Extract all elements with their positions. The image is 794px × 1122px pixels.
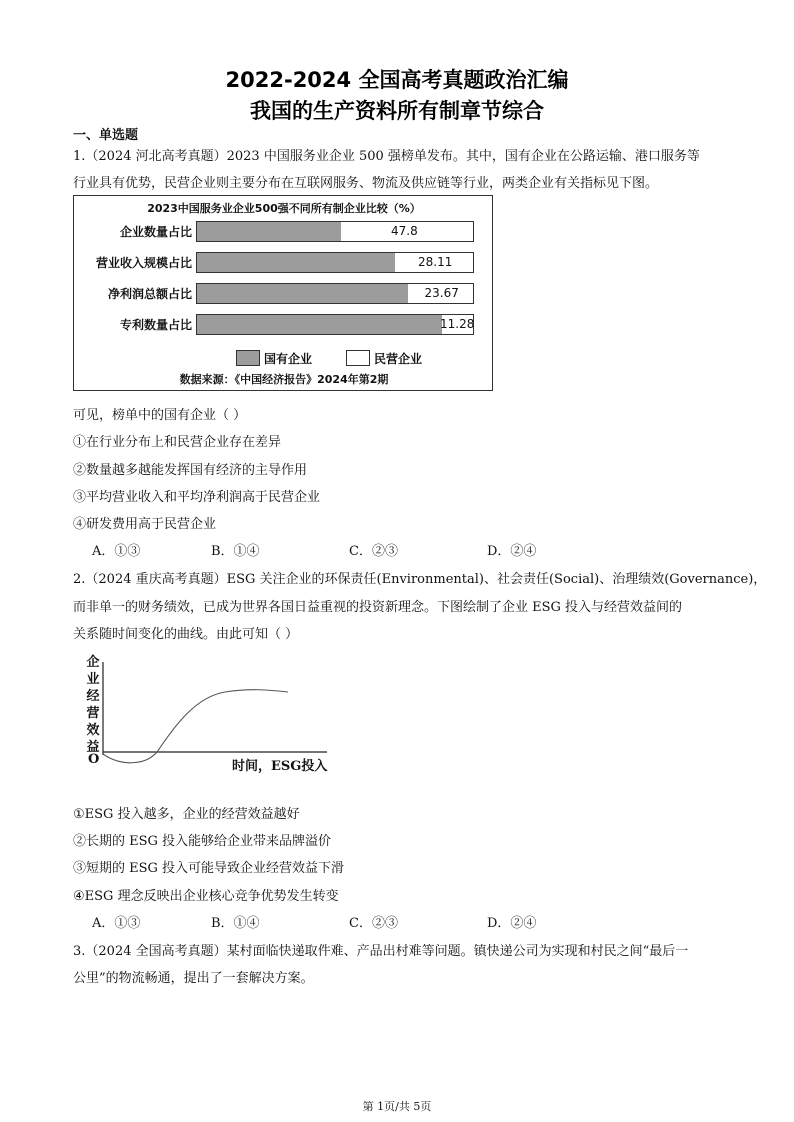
q2-stem-line2: 而非单一的财务绩效，已成为世界各国日益重视的投资新理念。下图绘制了企业 ESG 投入与经营效益间的	[73, 600, 683, 615]
q2-item-3: ③短期的 ESG 投入可能导致企业经营效益下滑	[73, 861, 345, 876]
q3-stem-line1: 3.（2024 全国高考真题）某村面临快递取件难、产品出村难等问题。镇快递公司为实现和村民之间“最后一	[73, 944, 689, 959]
q2-stem-line3: 关系随时间变化的曲线。由此可知（ ）	[73, 627, 299, 642]
q3-stem-line2: 公里”的物流畅通，提出了一套解决方案。	[73, 971, 314, 986]
ylabel-char: 益	[86, 740, 100, 755]
legend-swatch-state	[236, 350, 260, 366]
legend-label-state: 国有企业	[264, 352, 313, 366]
q1-item-1: ①在行业分布上和民营企业存在差异	[73, 435, 282, 450]
q2-option-d[interactable]: D．②④	[487, 916, 537, 931]
ylabel-char: 营	[86, 706, 100, 721]
ylabel-char: 效	[86, 723, 100, 738]
q1-option-b[interactable]: B．①④	[211, 544, 260, 559]
bar-row	[196, 314, 474, 335]
chart-source: 数据来源：《中国经济报告》2024年第2期	[179, 373, 389, 386]
legend-label-private: 民营企业	[374, 352, 423, 366]
q2-stem-line1: 2.（2024 重庆高考真题）ESG 关注企业的环保责任(Environmental)、社会责任(Social)、治理绩效(Governance)，	[73, 572, 767, 587]
q2-figure-xlabel: 时间，ESG投入	[232, 759, 328, 774]
q1-option-a[interactable]: A．①③	[92, 544, 141, 559]
ylabel-char: 经	[86, 689, 100, 704]
category-label: 营业收入规模占比	[95, 256, 192, 270]
bar-state	[197, 315, 443, 334]
legend-swatch-private	[346, 350, 370, 366]
q1-stem-line2: 行业具有优势，民营企业则主要分布在互联网服务、物流及供应链等行业，两类企业有关指标见下图。	[73, 176, 659, 191]
category-label: 净利润总额占比	[107, 287, 192, 301]
bar-row	[196, 252, 474, 273]
q2-item-2: ②长期的 ESG 投入能够给企业带来品牌溢价	[73, 834, 332, 849]
q1-item-3: ③平均营业收入和平均净利润高于民营企业	[73, 490, 321, 505]
page-title: 2022-2024 全国高考真题政治汇编	[225, 68, 569, 92]
q1-option-c[interactable]: C．②③	[349, 544, 398, 559]
category-label: 企业数量占比	[119, 225, 192, 239]
q2-item-1: ①ESG 投入越多，企业的经营效益越好	[73, 807, 300, 822]
q1-option-d[interactable]: D．②④	[487, 544, 537, 559]
q2-item-4: ④ESG 理念反映出企业核心竞争优势发生转变	[73, 889, 339, 904]
bar-row	[196, 283, 474, 304]
q1-item-2: ②数量越多越能发挥国有经济的主导作用	[73, 463, 308, 478]
bar-value-label: 47.8	[391, 224, 418, 238]
page-footer: 第 1页/共 5页	[362, 1100, 432, 1113]
category-label: 专利数量占比	[119, 318, 192, 332]
q1-stem-line1: 1.（2024 河北高考真题）2023 中国服务业企业 500 强榜单发布。其中，国有企业在公路运输、港口服务等	[73, 149, 700, 164]
q1-item-4: ④研发费用高于民营企业	[73, 517, 217, 532]
bar-value-label: 11.28	[440, 317, 475, 331]
q2-option-a[interactable]: A．①③	[92, 916, 141, 931]
ylabel-char: 业	[86, 672, 100, 687]
q2-figure-origin: O	[88, 752, 100, 767]
ylabel-char: 企	[86, 655, 100, 670]
q1-bar-chart	[73, 195, 493, 391]
section-heading: 一、单选题	[73, 128, 139, 143]
q1-question: 可见，榜单中的国有企业（ ）	[73, 408, 247, 423]
bar-state	[197, 284, 409, 303]
bar-value-label: 28.11	[418, 255, 453, 269]
bar-state	[197, 253, 396, 272]
bar-state	[197, 222, 342, 241]
q2-option-c[interactable]: C．②③	[349, 916, 398, 931]
bar-value-label: 23.67	[424, 286, 459, 300]
page-subtitle: 我国的生产资料所有制章节综合	[250, 99, 544, 123]
chart-title: 2023中国服务业企业500强不同所有制企业比较（%）	[147, 202, 421, 215]
bar-row	[196, 221, 474, 242]
q2-option-b[interactable]: B．①④	[211, 916, 260, 931]
